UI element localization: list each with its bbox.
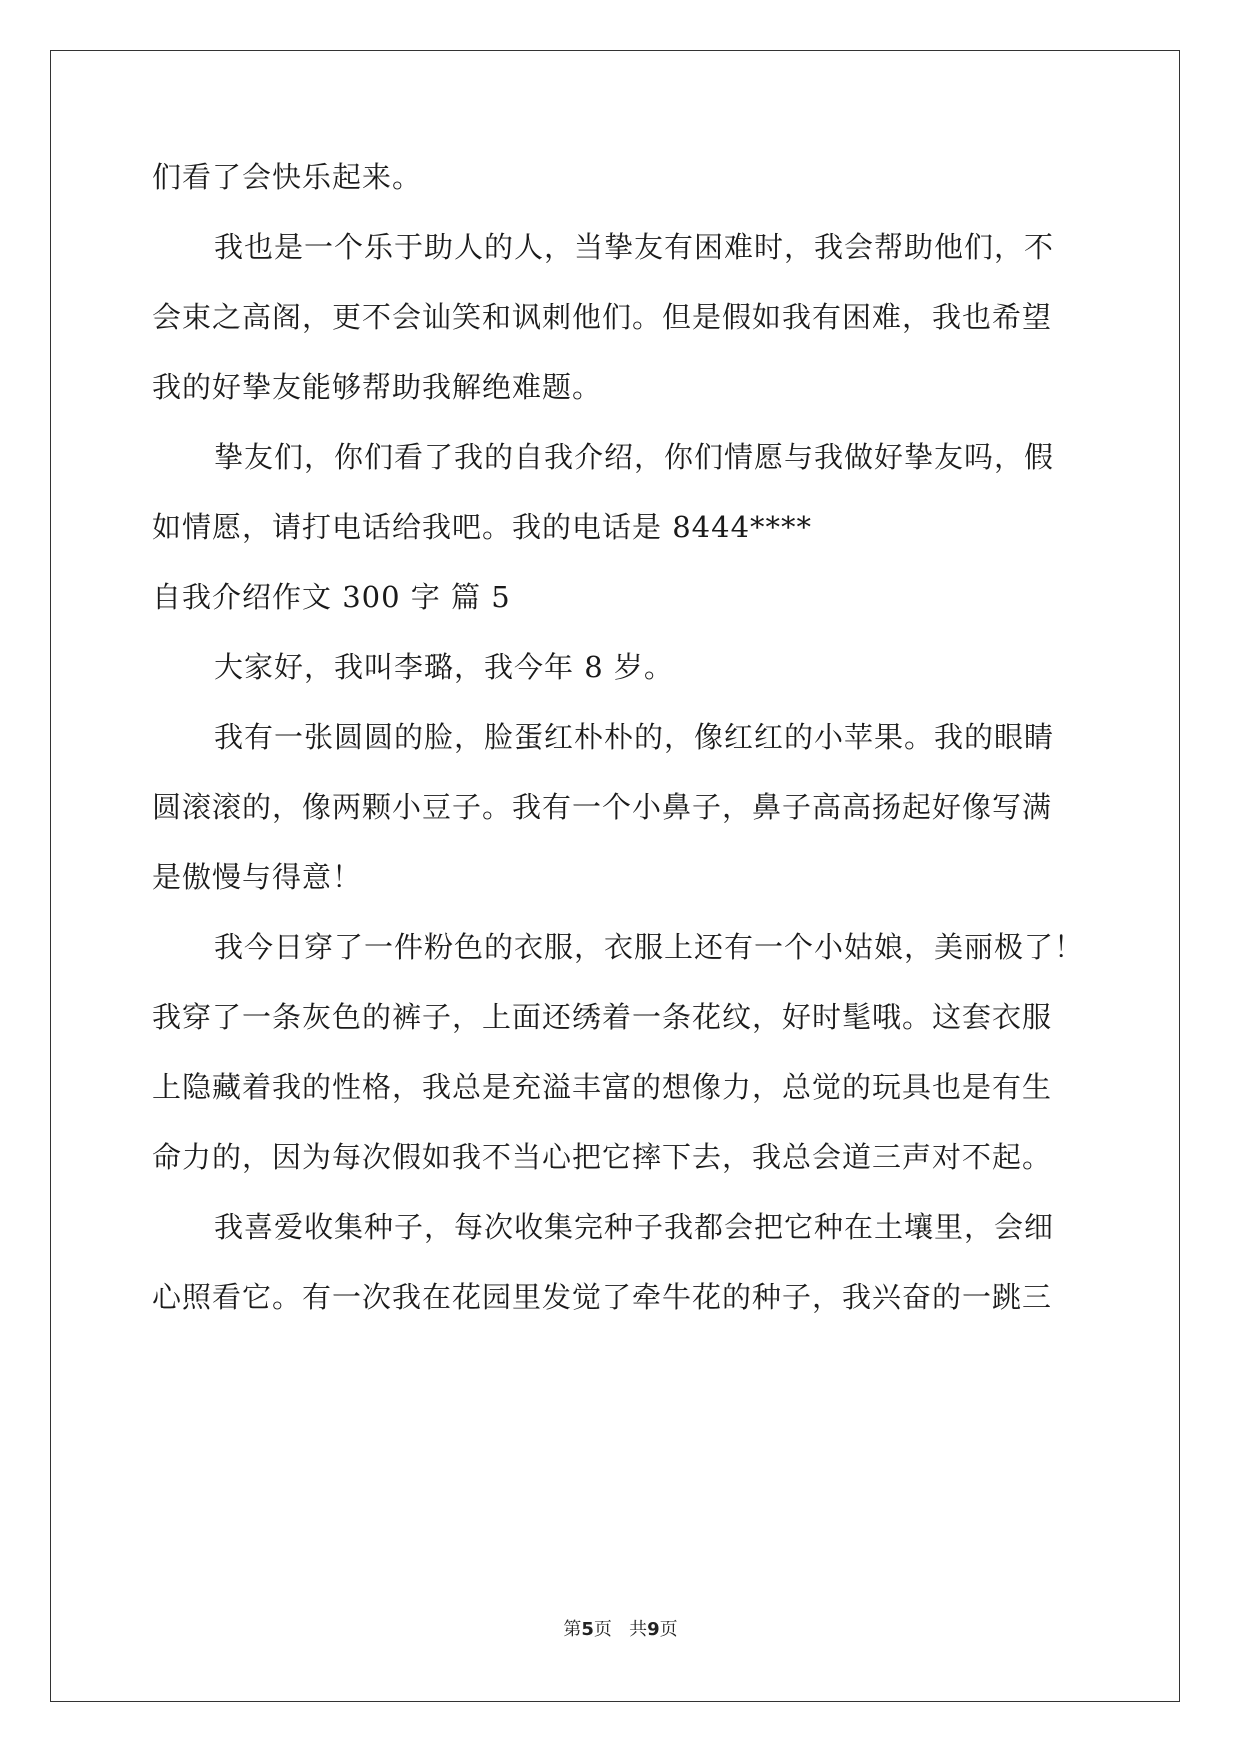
text-line: 上隐藏着我的性格，我总是充溢丰富的想像力，总觉的玩具也是有生 xyxy=(152,1070,1053,1104)
text-line: 们看了会快乐起来。 xyxy=(152,160,423,194)
page-number: 5 xyxy=(581,1619,594,1640)
text-line: 心照看它。有一次我在花园里发觉了牵牛花的种子，我兴奋的一跳三 xyxy=(152,1280,1053,1314)
paragraph-first-line: 我也是一个乐于助人的人，当挚友有困难时，我会帮助他们，不 xyxy=(214,230,1055,264)
footer-page-unit: 页 xyxy=(593,1619,612,1640)
footer-total-prefix: 共 xyxy=(629,1619,648,1640)
text-line: 如情愿，请打电话给我吧。我的电话是 8444**** xyxy=(152,510,813,544)
paragraph-first-line: 我今日穿了一件粉色的衣服，衣服上还有一个小姑娘，美丽极了！ xyxy=(214,930,1085,964)
paragraph-first-line: 挚友们，你们看了我的自我介绍，你们情愿与我做好挚友吗，假 xyxy=(214,440,1055,474)
page-footer xyxy=(0,1615,1241,1641)
section-heading: 自我介绍作文 300 字 篇 5 xyxy=(152,580,511,614)
text-line: 圆滚滚的，像两颗小豆子。我有一个小鼻子，鼻子高高扬起好像写满 xyxy=(152,790,1053,824)
footer-prefix: 第 xyxy=(563,1619,582,1640)
text-line: 我的好挚友能够帮助我解绝难题。 xyxy=(152,370,603,404)
text-line: 会束之高阁，更不会讪笑和讽刺他们。但是假如我有困难，我也希望 xyxy=(152,300,1053,334)
paragraph-first-line: 我有一张圆圆的脸，脸蛋红朴朴的，像红红的小苹果。我的眼睛 xyxy=(214,720,1055,754)
footer-total-unit: 页 xyxy=(659,1619,678,1640)
text-line: 命力的，因为每次假如我不当心把它摔下去，我总会道三声对不起。 xyxy=(152,1140,1053,1174)
total-pages: 9 xyxy=(647,1619,660,1640)
text-line: 我穿了一条灰色的裤子，上面还绣着一条花纹，好时髦哦。这套衣服 xyxy=(152,1000,1053,1034)
paragraph-first-line: 大家好，我叫李璐，我今年 8 岁。 xyxy=(214,650,674,684)
text-line: 是傲慢与得意！ xyxy=(152,860,363,894)
paragraph-first-line: 我喜爱收集种子，每次收集完种子我都会把它种在土壤里，会细 xyxy=(214,1210,1055,1244)
